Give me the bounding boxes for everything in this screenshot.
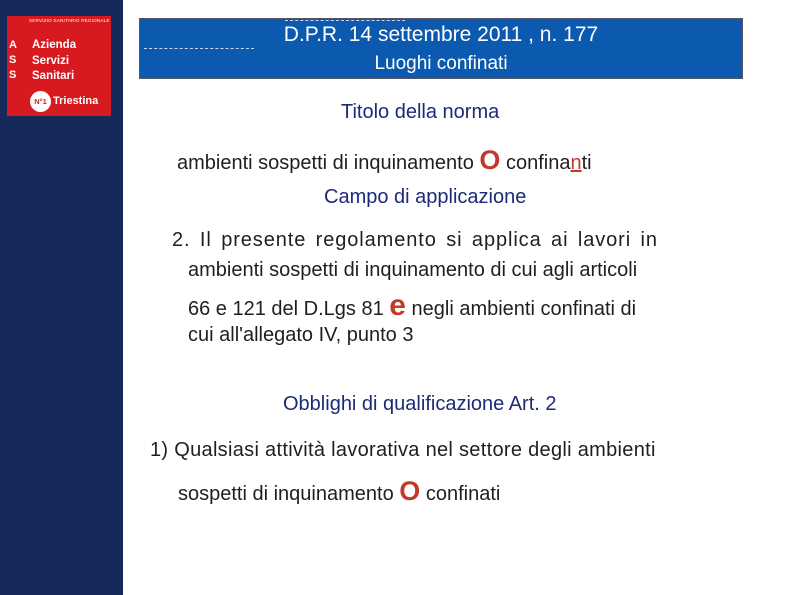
logo-top-text: SERVIZIO SANITARIO REGIONALE: [29, 18, 110, 23]
titolo-text-pre: ambienti sospetti di inquinamento: [177, 152, 480, 174]
slide-title: D.P.R. 14 settembre 2011 , n. 177: [283, 23, 599, 46]
titolo-text-post: confina: [500, 152, 571, 174]
campo-line-3-post: negli ambienti confinati di: [405, 298, 637, 320]
titolo-heading: Titolo della norma: [341, 101, 500, 123]
logo-badge: N°1: [30, 91, 51, 112]
title-banner: [139, 18, 743, 79]
banner-dash-line: [285, 20, 405, 21]
campo-line-2: ambienti sospetti di inquinamento di cui agli articoli: [188, 259, 638, 281]
slide-subtitle: Luoghi confinati: [374, 53, 508, 74]
campo-line-4: cui all'allegato IV, punto 3: [188, 324, 414, 346]
logo-letter: S: [9, 69, 17, 81]
logo-word: Servizi: [32, 54, 70, 67]
aziend-logo: [7, 16, 111, 116]
obblighi-line-2: [178, 478, 500, 506]
logo-words: [32, 38, 76, 85]
campo-line-3: [188, 291, 636, 321]
emphasis-o: O: [399, 476, 421, 506]
logo-word: Sanitari: [32, 70, 75, 82]
campo-line-1: 2. Il presente regolamento si applica ai lavori in: [172, 229, 658, 251]
obblighi-line-2-post: confinati: [420, 483, 501, 505]
logo-word: Azienda: [32, 39, 77, 51]
emphasis-e: e: [389, 289, 406, 322]
logo-letter: S: [9, 54, 17, 66]
obblighi-line-1: 1) Qualsiasi attività lavorativa nel settore degli ambienti: [150, 439, 656, 461]
obblighi-heading: Obblighi di qualificazione Art. 2: [283, 393, 557, 415]
logo-city: Triestina: [53, 95, 99, 107]
titolo-text: [177, 147, 592, 175]
underlined-letter: n: [570, 152, 582, 174]
campo-line-3-pre: 66 e 121 del D.Lgs 81: [188, 298, 390, 320]
logo-letter: A: [9, 39, 17, 51]
campo-heading: Campo di applicazione: [324, 186, 527, 208]
logo-letters: [9, 38, 19, 83]
sidebar: [0, 0, 123, 595]
banner-dash-line: [144, 48, 254, 49]
obblighi-line-2-pre: sospetti di inquinamento: [178, 483, 400, 505]
emphasis-o: O: [479, 145, 501, 175]
titolo-text-end: ti: [581, 152, 592, 174]
